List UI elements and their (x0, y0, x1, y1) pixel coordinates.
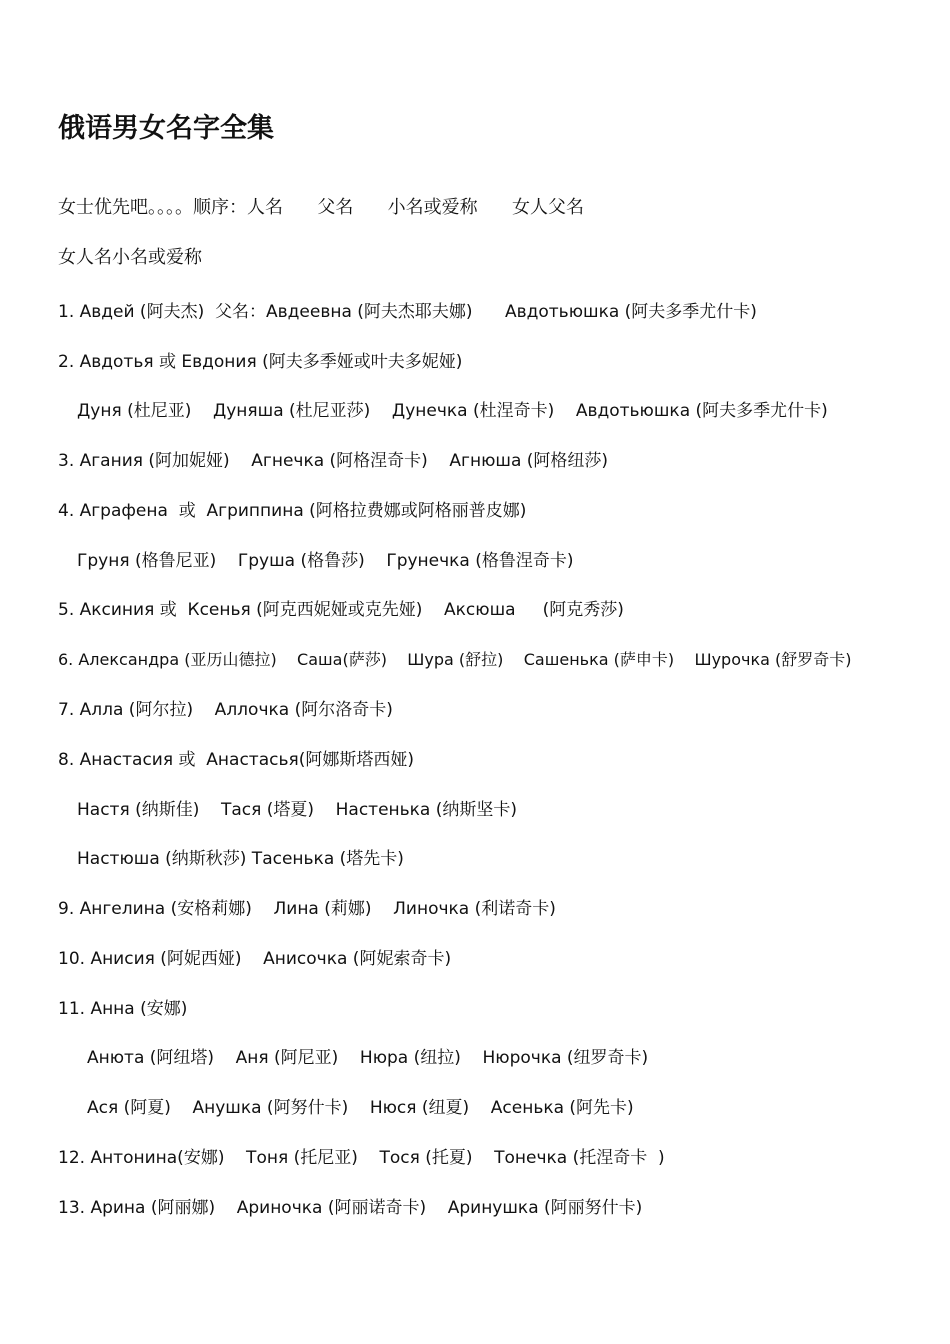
list-item-variants: Настюша (纳斯秋莎) Тасенька (塔先卡) (77, 849, 404, 869)
list-item: 1. Авдей (阿夫杰) 父名：Авдеевна (阿夫杰耶夫娜) Авдотьюшка (阿夫多季尤什卡) (58, 302, 757, 322)
list-item: 9. Ангелина (安格莉娜) Лина (莉娜) Линочка (利诺奇卡) (58, 899, 556, 919)
list-item-variants: Дуня (杜尼亚) Дуняша (杜尼亚莎) Дунечка (杜涅奇卡) Авдотьюшка (阿夫多季尤什卡) (77, 401, 828, 421)
list-item: 3. Агания (阿加妮娅) Агнечка (阿格涅奇卡) Агнюша (阿格纽莎) (58, 451, 609, 471)
list-item-variants: Ася (阿夏) Анушка (阿努什卡) Нюся (纽夏) Асенька (阿先卡) (87, 1098, 634, 1118)
list-item: 4. Аграфена 或 Агриппина (阿格拉费娜或阿格丽普皮娜) (58, 501, 527, 521)
list-item: 2. Авдотья 或 Евдония (阿夫多季娅或叶夫多妮娅) (58, 352, 463, 372)
intro-order-line: 女士优先吧。。。。顺序：人名 父名 小名或爱称 女人父名 (58, 197, 584, 218)
list-item: 10. Анисия (阿妮西娅) Анисочка (阿妮索奇卡) (58, 949, 452, 969)
list-item: 11. Анна (安娜) (58, 999, 188, 1019)
list-item-variants: Груня (格鲁尼亚) Груша (格鲁莎) Грунечка (格鲁涅奇卡) (77, 551, 574, 571)
list-item: 5. Аксиния 或 Ксенья (阿克西妮娅或克先娅) Аксюша (阿克秀莎) (58, 600, 624, 620)
list-item: 13. Арина (阿丽娜) Ариночка (阿丽诺奇卡) Аринушка (阿丽努什卡) (58, 1198, 643, 1218)
list-item: 6. Александра (亚历山德拉) Саша(萨莎) Шура (舒拉) Сашенька (萨申卡) Шурочка (舒罗奇卡) (58, 650, 852, 669)
list-item: 12. Антонина(安娜) Тоня (托尼亚) Тося (托夏) Тонечка (托涅奇卡 ) (58, 1148, 665, 1168)
list-item-variants: Анюта (阿纽塔) Аня (阿尼亚) Нюра (纽拉) Нюрочка (纽罗奇卡) (87, 1048, 649, 1068)
list-item-variants: Настя (纳斯佳) Тася (塔夏) Настенька (纳斯坚卡) (77, 800, 518, 820)
page-title: 俄语男女名字全集 (58, 113, 274, 144)
list-item: 8. Анастасия 或 Анастасья(阿娜斯塔西娅) (58, 750, 414, 770)
intro-subtitle-line: 女人名小名或爱称 (58, 247, 202, 268)
list-item: 7. Алла (阿尔拉) Аллочка (阿尔洛奇卡) (58, 700, 393, 720)
